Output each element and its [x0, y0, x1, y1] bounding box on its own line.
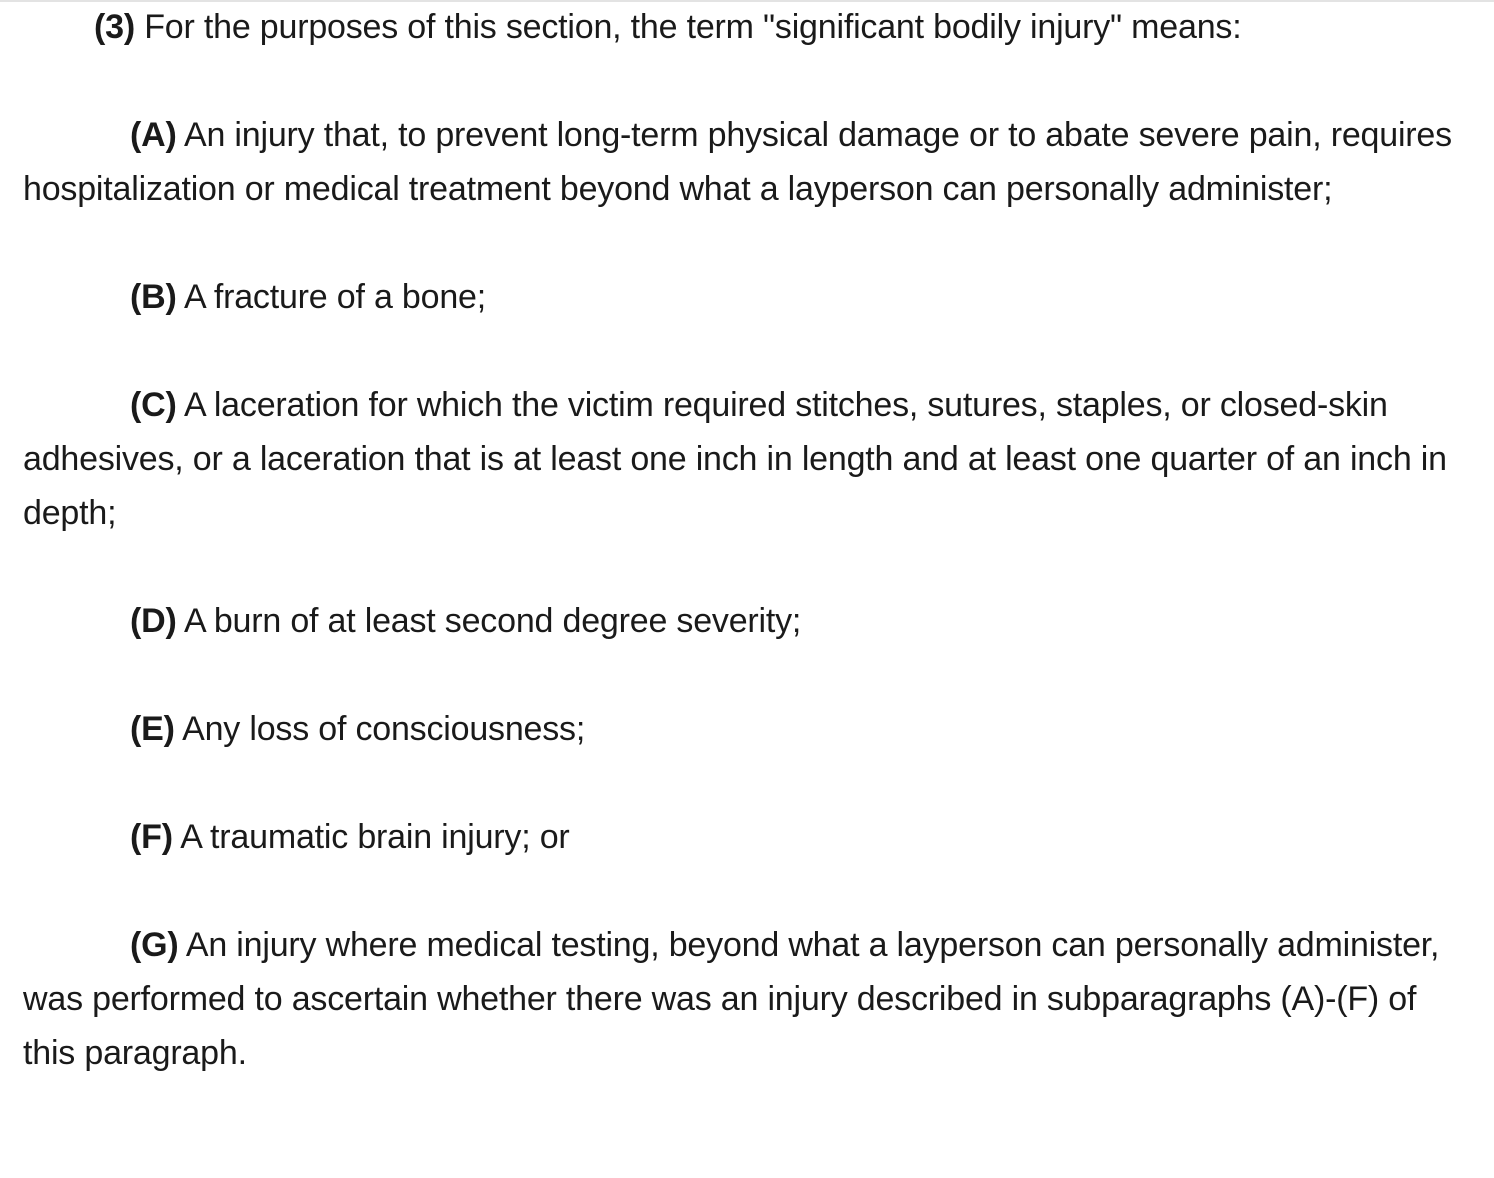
subparagraph-marker: (E) [130, 710, 175, 748]
subparagraph-text: An injury that, to prevent long-term physical damage or to abate severe pain, requires hospitalization or medical treatment beyond what a layperson can personally administer; [23, 116, 1452, 208]
subparagraph-g [23, 918, 1473, 1080]
paragraph-3 [23, 0, 1473, 54]
subparagraph-e [23, 702, 1473, 756]
subparagraph-marker: (F) [130, 818, 173, 856]
subparagraph-marker: (A) [130, 116, 177, 154]
subparagraph-a [23, 108, 1473, 216]
paragraph-marker: (3) [94, 8, 135, 46]
subparagraph-text: A laceration for which the victim required stitches, sutures, staples, or closed-skin adhesives, or a laceration that is at least one inch in length and at least one quarter of an inch in depth; [23, 386, 1447, 532]
subparagraph-text: A fracture of a bone; [183, 278, 486, 316]
subparagraph-d [23, 594, 1473, 648]
subparagraph-marker: (C) [130, 386, 177, 424]
paragraph-text: For the purposes of this section, the term "significant bodily injury" means: [144, 8, 1242, 46]
subparagraph-marker: (B) [130, 278, 177, 316]
subparagraph-c [23, 378, 1473, 540]
subparagraph-text: Any loss of consciousness; [182, 710, 586, 748]
subparagraph-b [23, 270, 1473, 324]
subparagraph-text: An injury where medical testing, beyond what a layperson can personally administer, was performed to ascertain whether there was an injury described in subparagraphs (A)-(F) of this paragraph. [23, 926, 1440, 1072]
subparagraph-text: A traumatic brain injury; or [180, 818, 570, 856]
document-body [23, 0, 1473, 1080]
subparagraph-marker: (D) [130, 602, 177, 640]
subparagraph-f [23, 810, 1473, 864]
subparagraph-text: A burn of at least second degree severity; [183, 602, 802, 640]
subparagraph-marker: (G) [130, 926, 179, 964]
